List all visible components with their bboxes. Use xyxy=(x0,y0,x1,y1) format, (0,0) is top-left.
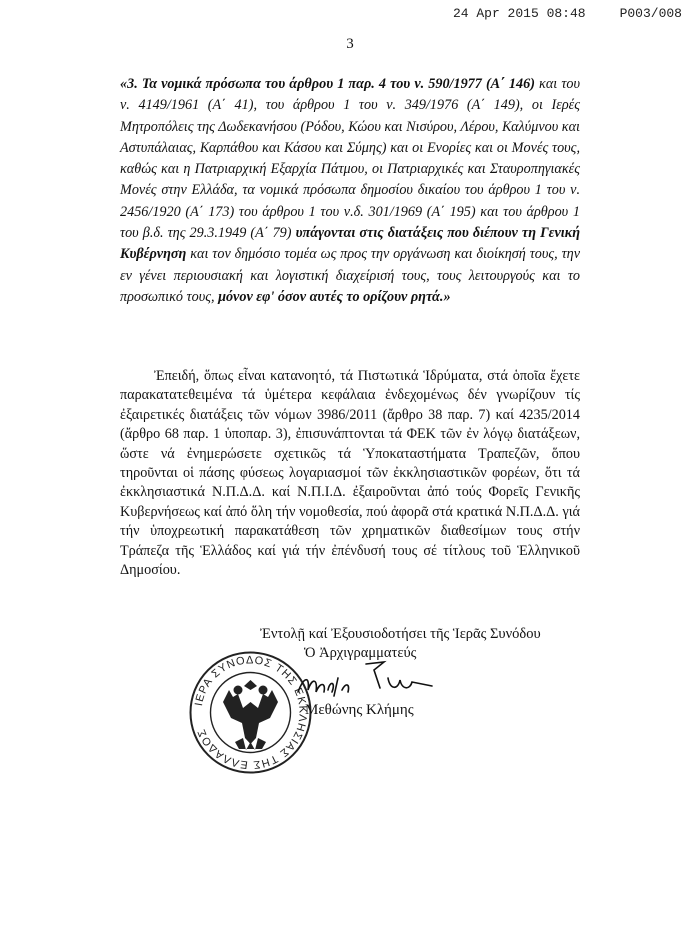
body-text xyxy=(120,367,580,580)
fax-page: P003/008 xyxy=(619,6,682,21)
handwritten-signature xyxy=(292,656,442,706)
double-headed-eagle-icon xyxy=(223,680,278,750)
page-number: 3 xyxy=(346,36,354,52)
quote-bold-3: μόνον εφ' όσον αυτές το ορίζουν ρητά.» xyxy=(218,288,451,305)
quote-bold-2: υπάγονται στις διατάξεις που διέπουν τη Γενική Κυβέρνηση xyxy=(120,225,580,263)
signer-name: Μεθώνης Κλήμης xyxy=(305,702,414,718)
fax-header xyxy=(419,6,682,21)
signature-title-line: Ὁ Ἀρχιγραμματεύς xyxy=(304,645,417,661)
quote-text-1: και του ν. 4149/1961 (Α΄ 41), του άρθρου 1 του ν. 349/1976 (Α΄ 149), οι Ιερές Μητροπόλεις της Δωδεκανήσου (Ρόδου, Κώου και Νισύρου, Λέρου, Καλύμνου και Αστυπάλαιας, Καρπάθου και Κάσου και Σύμης) και οι Ενορίες και οι Μονές τους, καθώς και η Πατριαρχική Εξαρχία Πάτμου, οι Πατριαρχικές και Σταυροπηγιακές Μονές στην Ελλάδα, τα νομικά πρόσωπα δημοσίου δικαίου του άρθρου 1 του ν. 2456/1920 (Α΄ 173) του άρθρου 1 του ν.δ. 301/1969 (Α΄ 195) και του άρθρου 1 του β.δ. της 29.3.1949 (Α΄ 79) xyxy=(120,76,580,242)
quote-bold-1: «3. Τα νομικά πρόσωπα του άρθρου 1 παρ. 4 του ν. 590/1977 (Α΄ 146) xyxy=(120,76,535,92)
body-paragraph: Ἐπειδή, ὅπως εἶναι κατανοητό, τά Πιστωτικά Ἱδρύματα, στά ὁποῖα ἔχετε παρακατατεθειμένα τά ὑμέτερα κεφάλαια ἐνδεχομένως δέν γνωρίζουν τίς ἐξαιρετικές διατάξεις τῶν νόμων 3986/2011 (ἄρθρο 38 παρ. 7) καί 4235/2014 (ἄρθρο 68 παρ. 1 ὑποπαρ. 3), ἐπισυνάπτονται τά ΦΕΚ τῶν ἐν λόγῳ διατάξεων, ὥστε νά ἐνημερώσετε σχετικῶς τά Ὑποκαταστήματα Τραπεζῶν, ὅπου τηροῦνται οἱ πάσης φύσεως λογαριασμοί τῶν ἐκκλησιαστικῶν φορέων, ὅτι τά ἐκκλησιαστικά Ν.Π.Δ.Δ. καί Ν.Π.Ι.Δ. ἐξαιροῦνται ἀπό τούς Φορεῖς Γενικῆς Κυβερνήσεως καί ἀπό ὅλη τήν νομοθεσία, πού ἀφορᾶ στά κρατικά Ν.Π.Δ.Δ. γιά τήν ὑποχρεωτική παρακατάθεση τῶν χρηματικῶν διαθεσίμων τους στήν Τράπεζα τῆς Ἑλλάδος καί γιά τήν ἐπένδυσή τους σέ τίτλους τοῦ Ἑλληνικοῦ Δημοσίου. xyxy=(120,368,580,579)
quoted-law-text xyxy=(120,74,580,308)
fax-date: 24 Apr 2015 08:48 xyxy=(452,6,586,21)
signature-mandate-line: Ἐντολῇ καί Ἐξουσιοδοτήσει τῆς Ἱερᾶς Συνόδου xyxy=(260,626,541,642)
quote-text-2: και τον δημόσιο τομέα ως προς την οργάνωση και διοίκησή τους, την εν γένει περιουσιακή και λογιστική διαχείρισή τους, τους λειτουργούς και το προσωπικό τους, xyxy=(120,246,580,305)
seal-text: ΙΕΡΑ ΣΥΝΟΔΟΣ ΤΗΣ ΕΚΚΛΗΣΙΑΣ ΤΗΣ ΕΛΛΑΔΟΣ xyxy=(192,654,309,771)
